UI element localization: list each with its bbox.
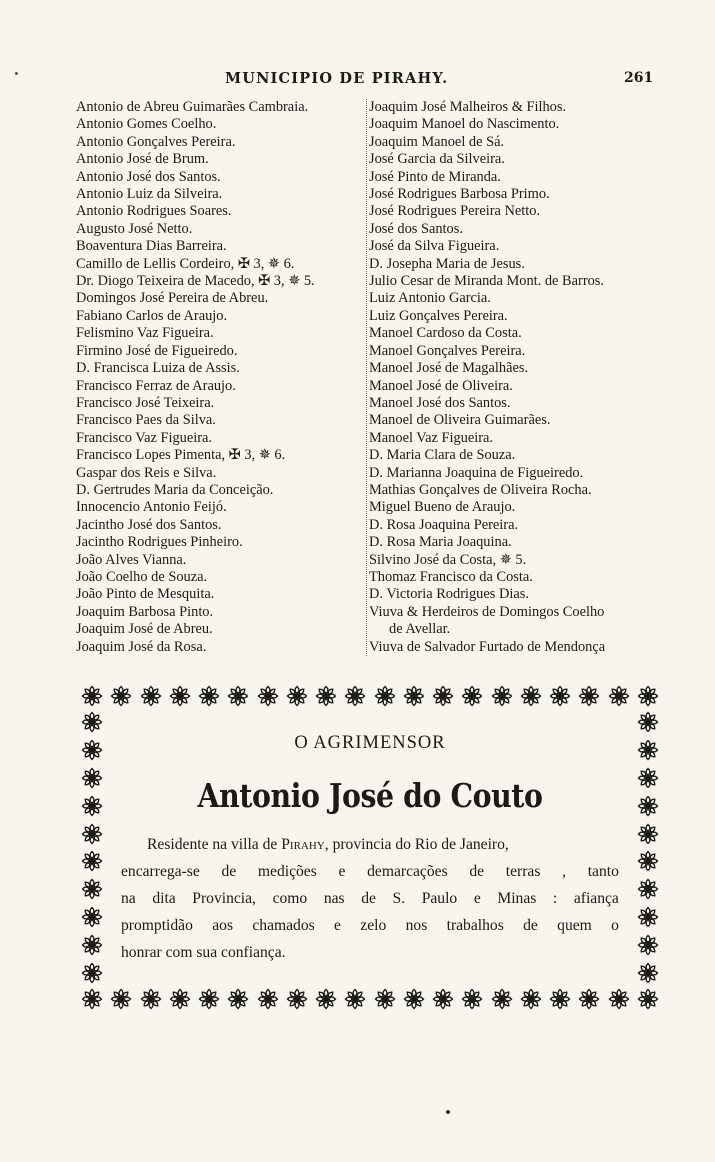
rosette-ornament-icon [461, 685, 483, 707]
left-entry: João Pinto de Mesquita. [76, 586, 215, 603]
right-entry: Manoel Cardoso da Costa. [369, 325, 522, 342]
left-entry: Augusto José Netto. [76, 220, 193, 237]
left-entry: Francisco Vaz Figueira. [76, 429, 213, 446]
left-entry: Antonio Gomes Coelho. [76, 116, 217, 133]
rosette-ornament-icon [637, 878, 659, 900]
left-entry: Antonio José dos Santos. [76, 168, 221, 185]
right-entry: José Rodrigues Barbosa Primo. [369, 186, 550, 203]
left-entry: João Coelho de Souza. [76, 568, 208, 585]
print-speck [446, 1110, 450, 1114]
rosette-ornament-icon [81, 795, 103, 817]
right-entry: Viuva & Herdeiros de Domingos Coelho [369, 603, 605, 620]
right-entry: Luiz Antonio Garcia. [369, 290, 491, 307]
advertisement-box [81, 685, 659, 1010]
right-entry: D. Victoria Rodrigues Dias. [369, 586, 529, 603]
rosette-ornament-icon [637, 962, 659, 984]
rosette-ornament-icon [81, 711, 103, 733]
ad-line: honrar com sua confiança. [121, 944, 286, 961]
left-entry: Antonio Gonçalves Pereira. [76, 133, 236, 150]
right-entry: D. Rosa Maria Joaquina. [369, 534, 512, 551]
rosette-ornament-icon [637, 823, 659, 845]
rosette-ornament-icon [110, 988, 132, 1010]
right-entry: Silvino José da Costa, ✵ 5. [369, 551, 527, 568]
left-entry: Jacintho Rodrigues Pinheiro. [76, 534, 243, 551]
rosette-ornament-icon [344, 988, 366, 1010]
right-entry: José Rodrigues Pereira Netto. [369, 203, 541, 220]
right-entry: Manoel José de Oliveira. [369, 377, 513, 394]
left-name-column [76, 99, 364, 656]
page-number: 261 [624, 70, 654, 86]
ad-line [121, 831, 619, 858]
ornament-border-right [637, 711, 659, 984]
rosette-ornament-icon [637, 906, 659, 928]
right-entry: Thomaz Francisco da Costa. [369, 568, 533, 585]
left-entry: Dr. Diogo Teixeira de Macedo, ✠ 3, ✵ 5. [76, 273, 315, 290]
rosette-ornament-icon [578, 988, 600, 1010]
rosette-ornament-icon [81, 906, 103, 928]
rosette-ornament-icon [286, 685, 308, 707]
rosette-ornament-icon [549, 988, 571, 1010]
left-entry: Domingos José Pereira de Abreu. [76, 290, 269, 307]
right-entry: Julio Cesar de Miranda Mont. de Barros. [369, 273, 605, 290]
rosette-ornament-icon [315, 685, 337, 707]
rosette-ornament-icon [637, 934, 659, 956]
right-entry: D. Rosa Joaquina Pereira. [369, 516, 519, 533]
page-header [0, 66, 715, 96]
rosette-ornament-icon [432, 685, 454, 707]
right-name-column [366, 99, 665, 656]
ad-place: Pirahy [281, 836, 325, 853]
right-entry: Manoel Gonçalves Pereira. [369, 342, 526, 359]
rosette-ornament-icon [578, 685, 600, 707]
rosette-ornament-icon [140, 685, 162, 707]
rosette-ornament-icon [637, 795, 659, 817]
right-entry: Mathias Gonçalves de Oliveira Rocha. [369, 481, 592, 498]
right-entry: D. Maria Clara de Souza. [369, 447, 516, 464]
rosette-ornament-icon [169, 685, 191, 707]
right-entry: de Avellar. [389, 621, 451, 638]
left-entry: Antonio Rodrigues Soares. [76, 203, 232, 220]
left-entry: Antonio Luiz da Silveira. [76, 186, 223, 203]
rosette-ornament-icon [374, 685, 396, 707]
rosette-ornament-icon [637, 739, 659, 761]
left-entry: D. Gertrudes Maria da Conceição. [76, 481, 274, 498]
rosette-ornament-icon [637, 685, 659, 707]
right-entry: José dos Santos. [369, 220, 463, 237]
rosette-ornament-icon [608, 685, 630, 707]
rosette-ornament-icon [637, 767, 659, 789]
ornament-border-top [81, 685, 659, 707]
rosette-ornament-icon [637, 850, 659, 872]
rosette-ornament-icon [432, 988, 454, 1010]
rosette-ornament-icon [110, 685, 132, 707]
rosette-ornament-icon [637, 988, 659, 1010]
left-entry: Francisco Lopes Pimenta, ✠ 3, ✵ 6. [76, 447, 286, 464]
ornament-border-left [81, 711, 103, 984]
rosette-ornament-icon [403, 685, 425, 707]
left-entry: Boaventura Dias Barreira. [76, 238, 227, 255]
left-entry: Gaspar dos Reis e Silva. [76, 464, 217, 481]
rosette-ornament-icon [81, 739, 103, 761]
right-entry: Joaquim Manoel do Nascimento. [369, 116, 560, 133]
rosette-ornament-icon [344, 685, 366, 707]
rosette-ornament-icon [81, 934, 103, 956]
left-entry: João Alves Vianna. [76, 551, 187, 568]
rosette-ornament-icon [81, 988, 103, 1010]
rosette-ornament-icon [403, 988, 425, 1010]
left-entry: Jacintho José dos Santos. [76, 516, 222, 533]
right-entry: Manoel José dos Santos. [369, 394, 511, 411]
left-entry: Joaquim Barbosa Pinto. [76, 603, 214, 620]
right-entry: Manoel José de Magalhães. [369, 360, 529, 377]
left-entry: Firmino José de Figueiredo. [76, 342, 238, 359]
rosette-ornament-icon [198, 988, 220, 1010]
left-entry: Camillo de Lellis Cordeiro, ✠ 3, ✵ 6. [76, 255, 295, 272]
rosette-ornament-icon [198, 685, 220, 707]
ad-body [121, 831, 619, 966]
rosette-ornament-icon [227, 685, 249, 707]
right-entry: José Pinto de Miranda. [369, 168, 501, 185]
right-entry: José Garcia da Silveira. [369, 151, 505, 168]
ad-advertiser-name: Antonio José do Couto [197, 776, 543, 815]
rosette-ornament-icon [549, 685, 571, 707]
advertisement-content [121, 725, 619, 966]
rosette-ornament-icon [637, 711, 659, 733]
left-entry: Felismino Vaz Figueira. [76, 325, 214, 342]
rosette-ornament-icon [374, 988, 396, 1010]
rosette-ornament-icon [257, 988, 279, 1010]
right-entry: José da Silva Figueira. [369, 238, 500, 255]
left-entry: Francisco José Teixeira. [76, 394, 215, 411]
ad-heading: O AGRIMENSOR [294, 733, 446, 753]
ad-text: Residente na villa de [147, 836, 278, 853]
right-entry: Manoel Vaz Figueira. [369, 429, 494, 446]
rosette-ornament-icon [608, 988, 630, 1010]
rosette-ornament-icon [81, 878, 103, 900]
left-entry: Joaquim José de Abreu. [76, 621, 213, 638]
right-entry: Joaquim Manoel de Sá. [369, 133, 505, 150]
right-entry: D. Josepha Maria de Jesus. [369, 255, 525, 272]
right-entry: Miguel Bueno de Araujo. [369, 499, 516, 516]
rosette-ornament-icon [169, 988, 191, 1010]
right-entry: Manoel de Oliveira Guimarães. [369, 412, 551, 429]
rosette-ornament-icon [491, 685, 513, 707]
rosette-ornament-icon [227, 988, 249, 1010]
right-entry: Luiz Gonçalves Pereira. [369, 307, 508, 324]
ad-line: encarrega-se de medições e demarcações de terras , tanto [121, 863, 619, 880]
right-entry: Viuva de Salvador Furtado de Mendonça [369, 638, 606, 655]
rosette-ornament-icon [257, 685, 279, 707]
rosette-ornament-icon [461, 988, 483, 1010]
ad-line: na dita Provincia, como nas de S. Paulo e Minas : afiança [121, 890, 619, 907]
rosette-ornament-icon [491, 988, 513, 1010]
rosette-ornament-icon [81, 685, 103, 707]
rosette-ornament-icon [81, 823, 103, 845]
left-entry: D. Francisca Luiza de Assis. [76, 360, 240, 377]
rosette-ornament-icon [81, 962, 103, 984]
left-entry: Francisco Paes da Silva. [76, 412, 216, 429]
rosette-ornament-icon [315, 988, 337, 1010]
left-entry: Antonio de Abreu Guimarães Cambraia. [76, 99, 309, 115]
rosette-ornament-icon [140, 988, 162, 1010]
left-entry: Innocencio Antonio Feijó. [76, 499, 227, 516]
running-title: MUNICIPIO DE PIRAHY. [225, 70, 449, 87]
right-entry: D. Marianna Joaquina de Figueiredo. [369, 464, 584, 481]
rosette-ornament-icon [81, 850, 103, 872]
left-entry: Francisco Ferraz de Araujo. [76, 377, 236, 394]
ad-text: , provincia do Rio de Janeiro, [324, 836, 509, 853]
left-entry: Fabiano Carlos de Araujo. [76, 307, 228, 324]
rosette-ornament-icon [520, 988, 542, 1010]
ad-line: promptidão aos chamados e zelo nos trabalhos de quem o [121, 917, 619, 934]
rosette-ornament-icon [286, 988, 308, 1010]
rosette-ornament-icon [81, 767, 103, 789]
right-entry: Joaquim José Malheiros & Filhos. [369, 99, 567, 115]
left-entry: Antonio José de Brum. [76, 151, 209, 168]
ornament-border-bottom [81, 988, 659, 1010]
left-entry: Joaquim José da Rosa. [76, 638, 207, 655]
rosette-ornament-icon [520, 685, 542, 707]
